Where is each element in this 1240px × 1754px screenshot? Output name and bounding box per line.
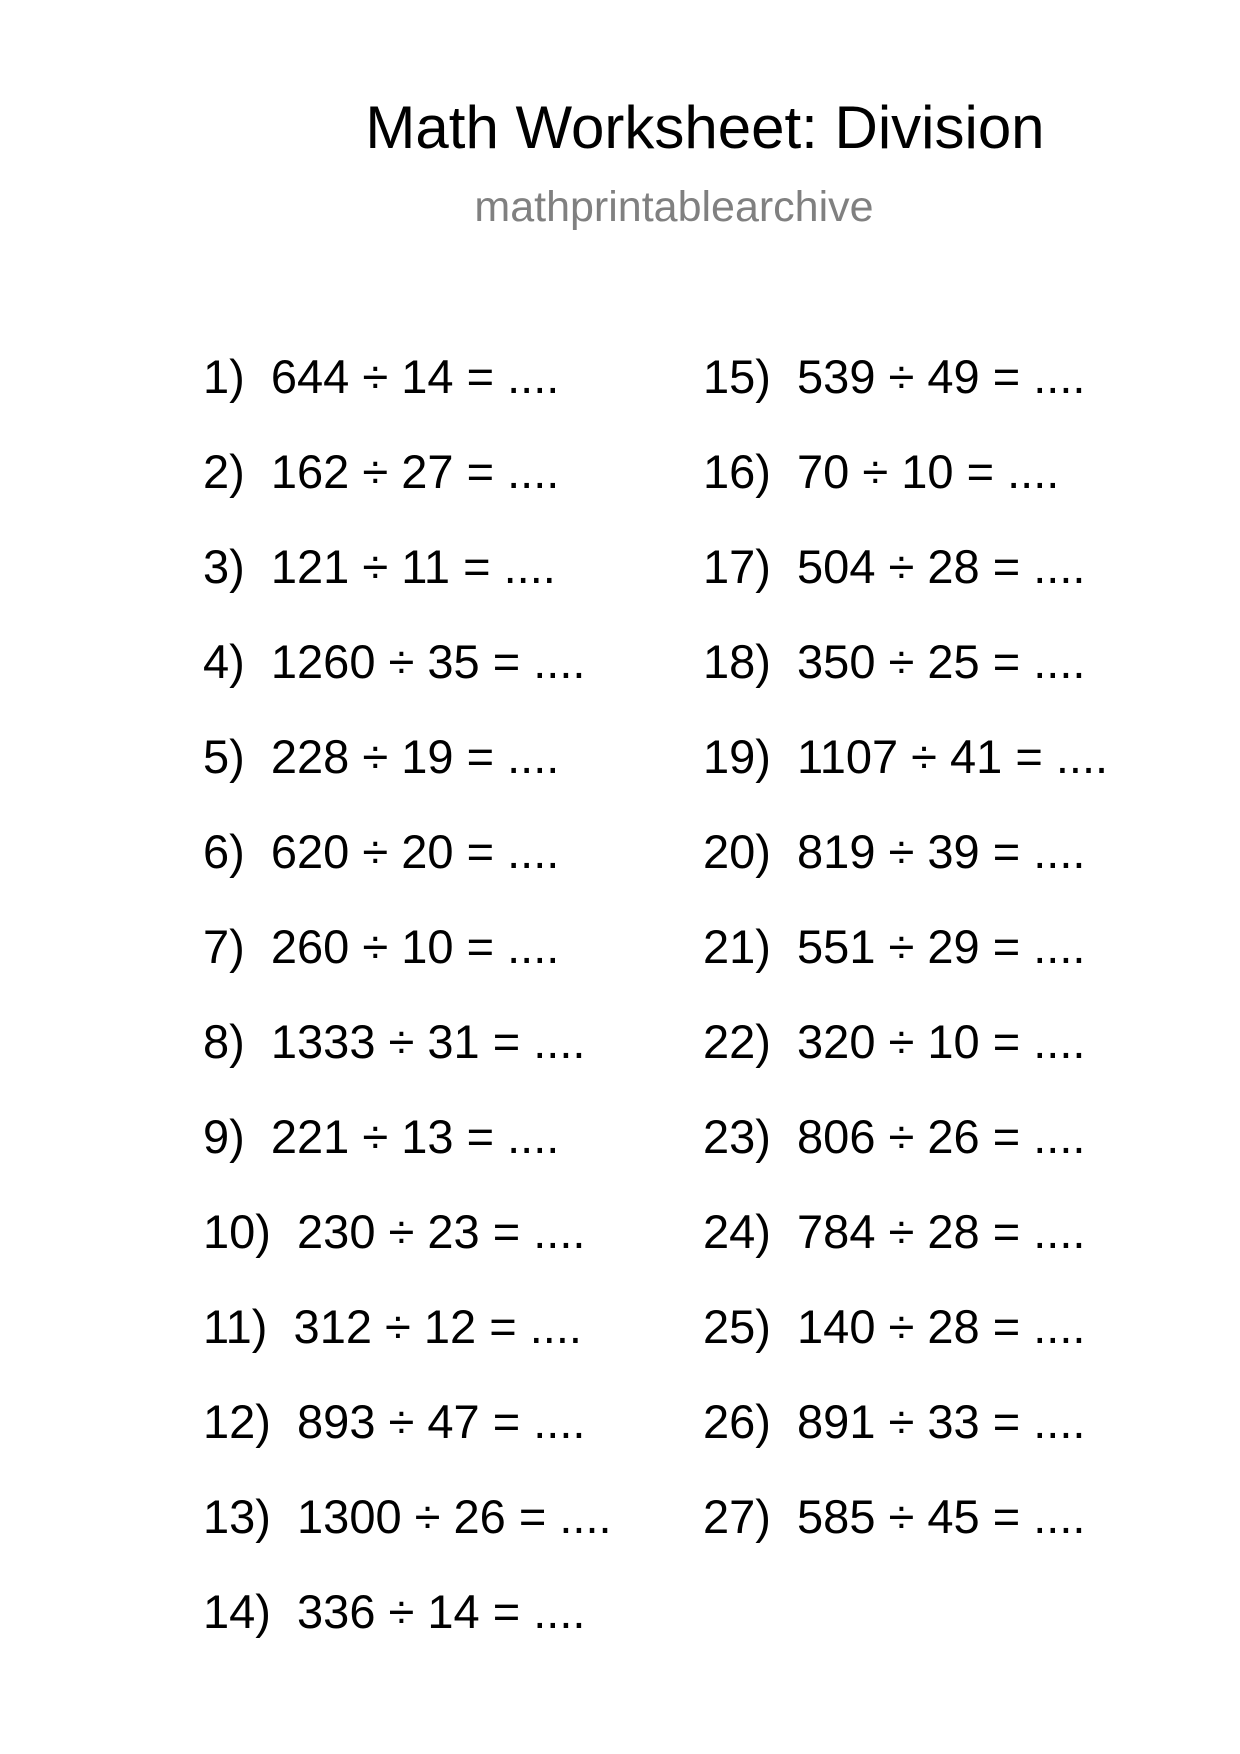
problem-27: 27) 585 ÷ 45 = ....: [703, 1490, 1086, 1543]
problem-20: 20) 819 ÷ 39 = ....: [703, 825, 1086, 878]
problem-14: 14) 336 ÷ 14 = ....: [203, 1585, 586, 1638]
problem-15: 15) 539 ÷ 49 = ....: [703, 350, 1086, 403]
problem-23: 23) 806 ÷ 26 = ....: [703, 1110, 1086, 1163]
problem-10: 10) 230 ÷ 23 = ....: [203, 1205, 586, 1258]
problem-1: 1) 644 ÷ 14 = ....: [203, 350, 560, 403]
problem-6: 6) 620 ÷ 20 = ....: [203, 825, 560, 878]
problem-2: 2) 162 ÷ 27 = ....: [203, 445, 560, 498]
problem-25: 25) 140 ÷ 28 = ....: [703, 1300, 1086, 1353]
problem-9: 9) 221 ÷ 13 = ....: [203, 1110, 560, 1163]
worksheet-subtitle: mathprintablearchive: [474, 183, 874, 231]
problem-17: 17) 504 ÷ 28 = ....: [703, 540, 1086, 593]
problem-22: 22) 320 ÷ 10 = ....: [703, 1015, 1086, 1068]
problem-12: 12) 893 ÷ 47 = ....: [203, 1395, 586, 1448]
problem-4: 4) 1260 ÷ 35 = ....: [203, 635, 586, 688]
problem-5: 5) 228 ÷ 19 = ....: [203, 730, 560, 783]
worksheet-title: Math Worksheet: Division: [365, 94, 1045, 161]
problem-3: 3) 121 ÷ 11 = ....: [203, 540, 556, 593]
problem-11: 11) 312 ÷ 12 = ....: [203, 1300, 582, 1353]
problem-16: 16) 70 ÷ 10 = ....: [703, 445, 1060, 498]
problem-7: 7) 260 ÷ 10 = ....: [203, 920, 560, 973]
problem-24: 24) 784 ÷ 28 = ....: [703, 1205, 1086, 1258]
problem-19: 19) 1107 ÷ 41 = ....: [703, 730, 1109, 783]
problem-13: 13) 1300 ÷ 26 = ....: [203, 1490, 612, 1543]
problem-18: 18) 350 ÷ 25 = ....: [703, 635, 1086, 688]
problem-21: 21) 551 ÷ 29 = ....: [703, 920, 1086, 973]
problem-26: 26) 891 ÷ 33 = ....: [703, 1395, 1086, 1448]
problem-8: 8) 1333 ÷ 31 = ....: [203, 1015, 586, 1068]
